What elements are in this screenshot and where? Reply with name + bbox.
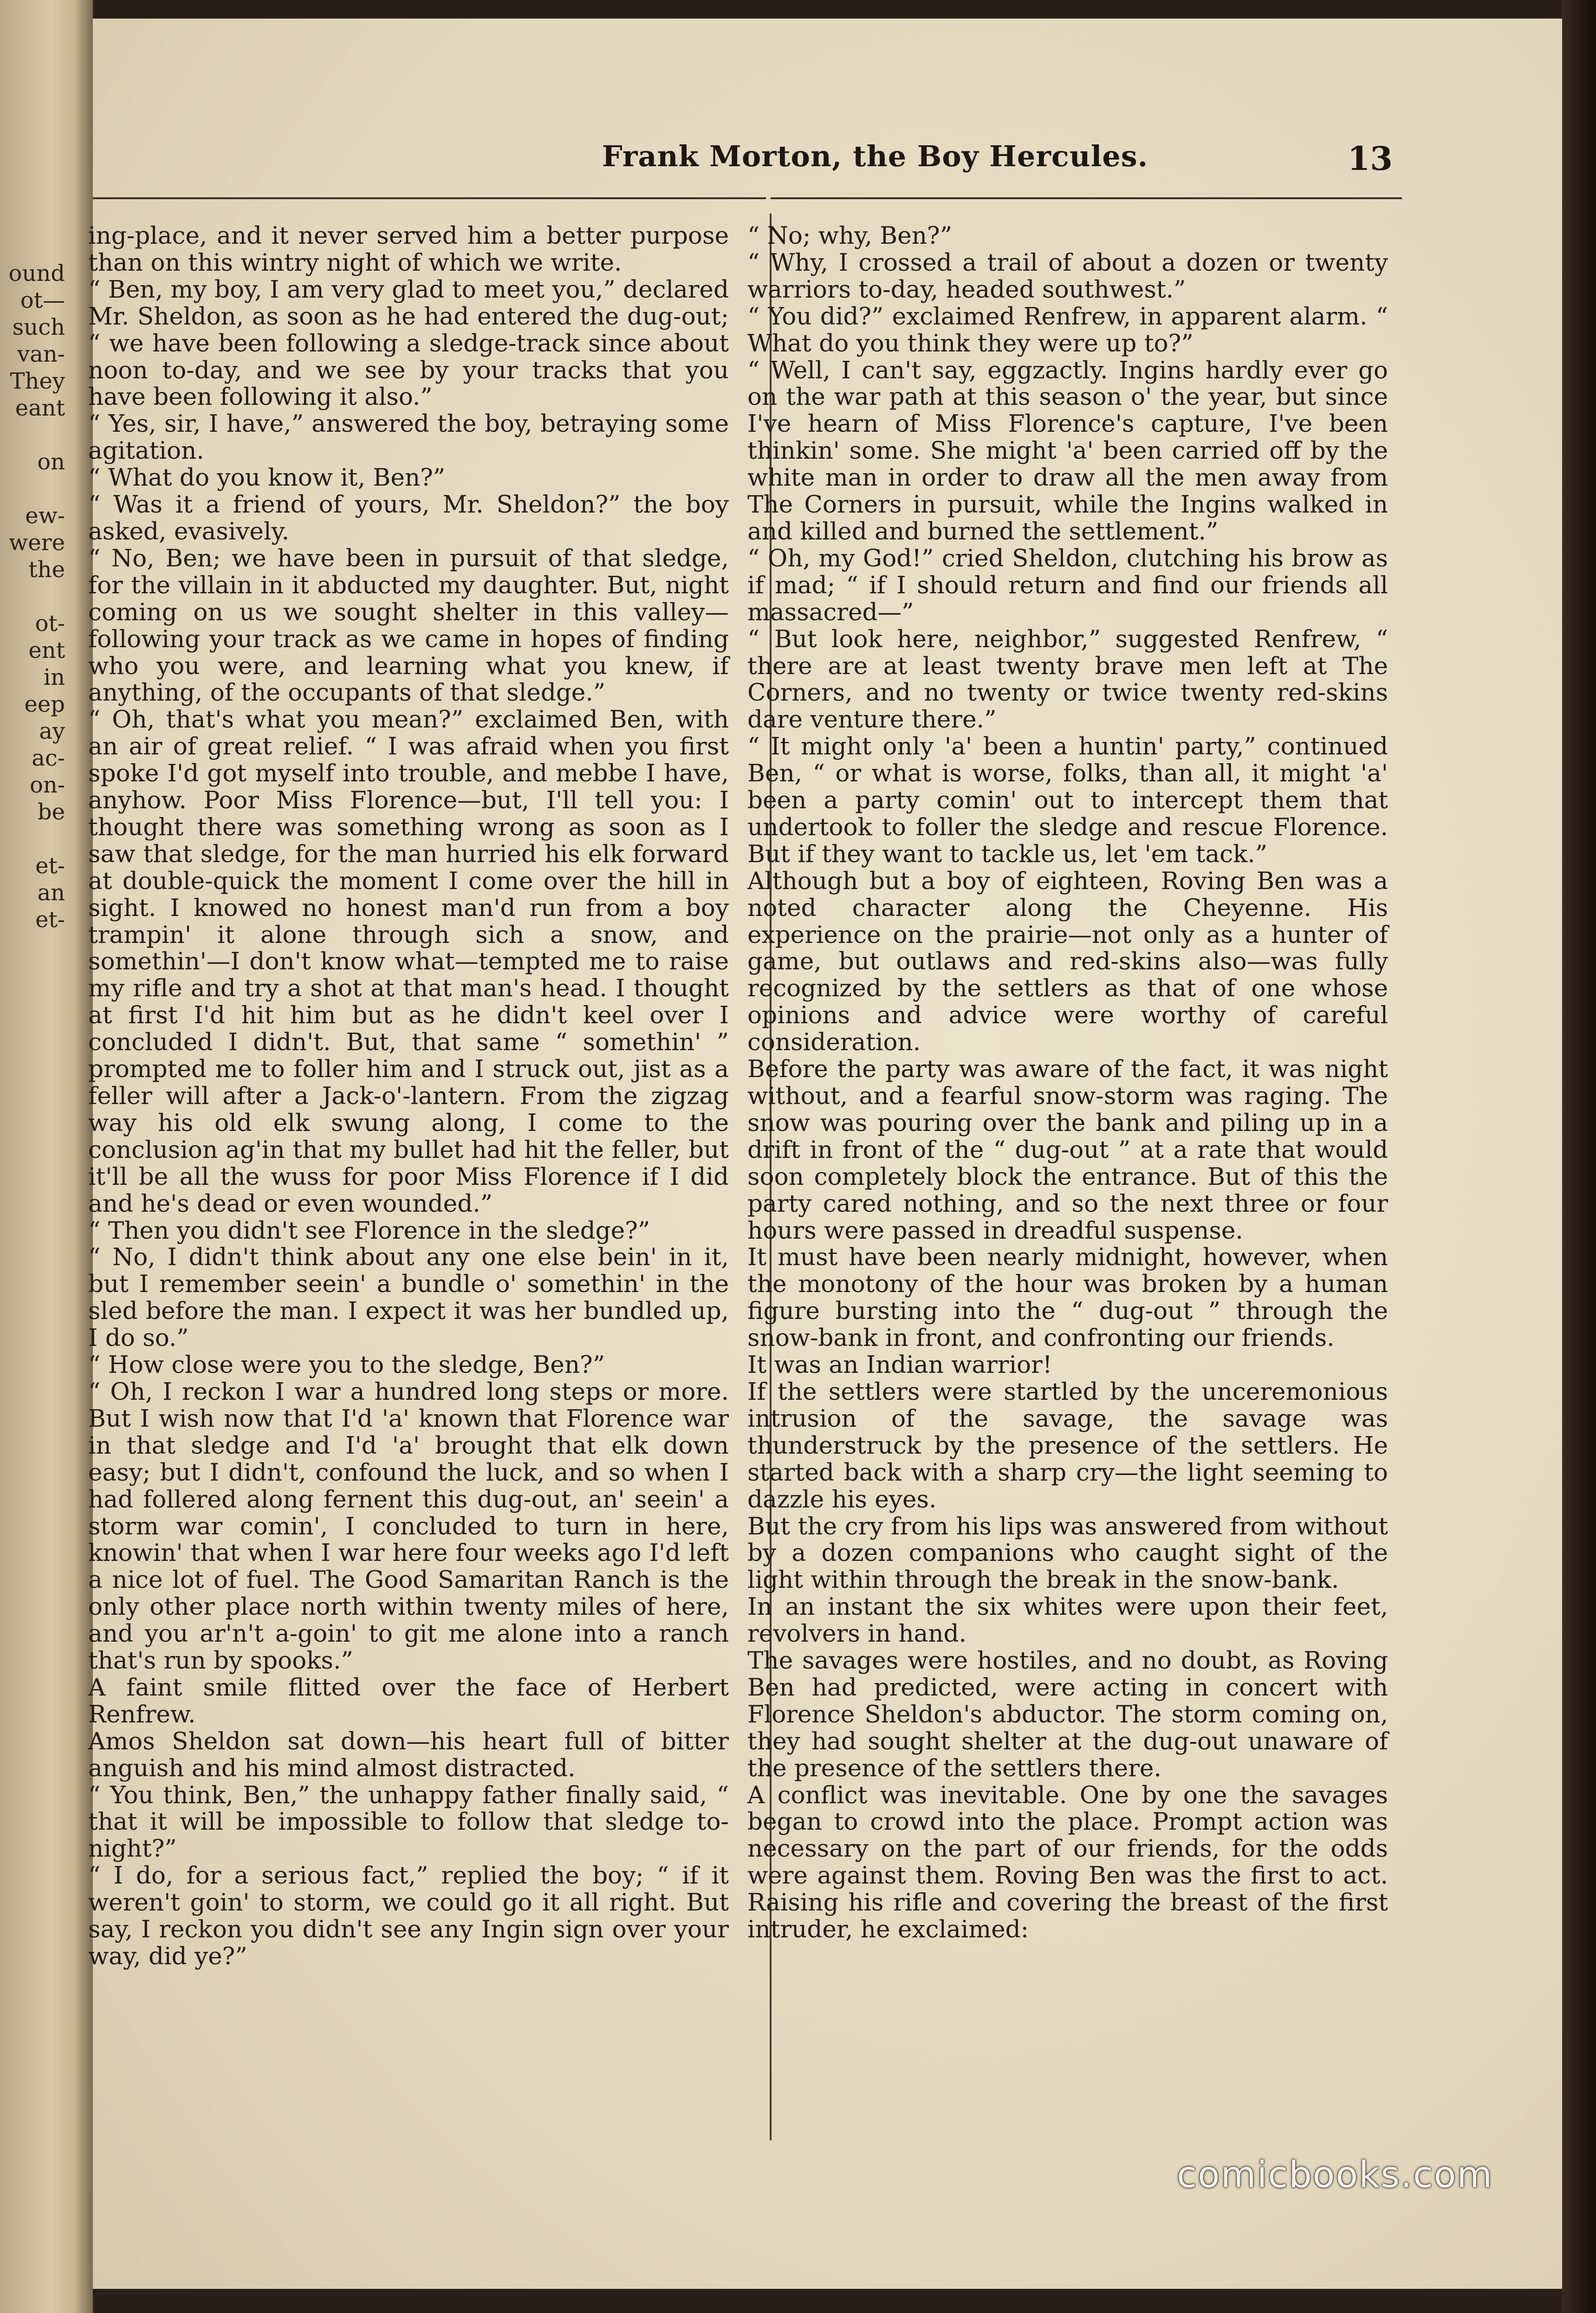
header-rule-left <box>93 197 766 199</box>
spine-fragment: eant <box>15 395 65 421</box>
paragraph: “ Why, I crossed a trail of about a dozen or twenty warriors to-day, headed southwest.” <box>747 248 1388 304</box>
paragraph: “ You did?” exclaimed Renfrew, in apparent alarm. “ What do you think they were up to?” <box>747 302 1388 357</box>
text-column-right <box>747 223 1388 1943</box>
spine-fragment: ew- <box>25 503 65 529</box>
paragraph: But the cry from his lips was answered from without by a dozen companions who caught sight of the light within through the break in the snow-bank. <box>747 1512 1388 1594</box>
spine-fragment: on- <box>29 772 65 798</box>
watermark: comicbooks.com <box>1177 2154 1493 2196</box>
spine-fragment: were <box>9 530 65 556</box>
spine-fragment: ay <box>39 718 65 744</box>
spine-fragment <box>0 475 65 502</box>
paragraph: It must have been nearly midnight, however, when the monotony of the hour was broken by a human figure bursting into the “ dug-out ” through the snow-bank in front, and confronting our friends. <box>747 1243 1388 1352</box>
spine-fragment: van- <box>17 341 65 367</box>
paragraph: “ You think, Ben,” the unhappy father finally said, “ that it will be impossible to follow that sledge to-night?” <box>88 1781 729 1863</box>
paragraph: “ Was it a friend of yours, Mr. Sheldon?” the boy asked, evasively. <box>88 491 729 546</box>
adjacent-page-fragments <box>0 260 65 933</box>
spine-fragment <box>0 825 65 852</box>
spine-fragment <box>0 422 65 448</box>
paragraph: Before the party was aware of the fact, it was night without, and a fearful snow-storm was raging. The snow was pouring over the bank and piling up in a drift in front of the “ dug-out ” at a rate that would soon completely block the entrance. But of this the party cared nothing, and so the next three or four hours were passed in dreadful suspense. <box>747 1055 1388 1245</box>
paragraph: “ Ben, my boy, I am very glad to meet you,” declared Mr. Sheldon, as soon as he had entered the dug-out; “ we have been following a sledge-track since about noon to-day, and we see by your tracks that you have been following it also.” <box>88 275 729 411</box>
spine-fragment <box>0 583 65 610</box>
paragraph: “ Then you didn't see Florence in the sledge?” <box>88 1216 650 1245</box>
spine-fragment: the <box>28 557 65 583</box>
paragraph: “ What do you know it, Ben?” <box>88 464 446 492</box>
header-rule-right <box>771 197 1402 199</box>
paragraph: “ How close were you to the sledge, Ben?” <box>88 1351 605 1379</box>
paragraph: “ Oh, I reckon I war a hundred long steps or more. But I wish now that I'd 'a' known that Florence war in that sledge and I'd 'a' brought that elk down easy; but I didn't, confound the luck, and so when I had follered along fernent this dug-out, an' seein' a storm war comin', I concluded to turn in here, knowin' that when I war here four weeks ago I'd left a nice lot of fuel. The Good Samaritan Ranch is the only other place north within twenty miles of here, and you ar'n't a-goin' to git me alone into a ranch that's run by spooks.” <box>88 1377 729 1675</box>
spine-fragment: eep <box>24 691 65 717</box>
spine-fragment: be <box>37 799 65 825</box>
spine-fragment: They <box>10 368 65 394</box>
spine-fragment: ac- <box>32 745 65 771</box>
paragraph: ing-place, and it never served him a better purpose than on this wintry night of which we write. <box>88 222 729 277</box>
spine-fragment: ot— <box>20 287 65 313</box>
paragraph: “ Oh, my God!” cried Sheldon, clutching his brow as if mad; “ if I should return and find our friends all massacred—” <box>747 544 1388 626</box>
running-header: Frank Morton, the Boy Hercules. <box>602 139 1148 173</box>
paragraph: “ Oh, that's what you mean?” exclaimed Ben, with an air of great relief. “ I was afraid when you first spoke I'd got myself into trouble, and mebbe I have, anyhow. Poor Miss Florence—but, I'll tell you: I thought there was something wrong as soon as I saw that sledge, for the man hurried his elk forward at double-quick the moment I come over the hill in sight. I knowed no honest man'd run from a boy trampin' it alone through sich a snow, and somethin'—I don't know what—tempted me to raise my rifle and try a shot at that man's head. I thought at first I'd hit him but as he didn't keel over I concluded I didn't. But, that same “ somethin' ” prompted me to foller him and I struck out, jist as a feller will after a Jack-o'-lantern. From the zigzag way his old elk swung along, I come to the conclusion ag'in that my bullet had hit the feller, but it'll be all the wuss for poor Miss Florence if I did and he's dead or even wounded.” <box>88 706 729 1218</box>
spine-fragment: ound <box>8 260 65 286</box>
paragraph: It was an Indian warrior! <box>747 1351 1052 1379</box>
spine-fragment: et- <box>35 853 65 879</box>
spine-fragment: ot- <box>35 611 65 637</box>
paragraph: A faint smile flitted over the face of Herbert Renfrew. <box>88 1673 729 1728</box>
text-column-left <box>88 223 729 1970</box>
paragraph: “ Yes, sir, I have,” answered the boy, betraying some agitation. <box>88 410 729 465</box>
paragraph: A conflict was inevitable. One by one the savages began to crowd into the place. Prompt action was necessary on the part of our friends, for the odds were against them. Roving Ben was the first to act. Raising his rifle and covering the breast of the first intruder, he exclaimed: <box>747 1781 1388 1944</box>
paragraph: “ No; why, Ben?” <box>747 222 952 250</box>
paragraph: In an instant the six whites were upon their feet, revolvers in hand. <box>747 1593 1388 1648</box>
paragraph: Amos Sheldon sat down—his heart full of bitter anguish and his mind almost distracted. <box>88 1727 729 1782</box>
spine-fragment: et- <box>35 907 65 933</box>
spine-fragment: such <box>12 314 65 340</box>
paragraph: “ Well, I can't say, eggzactly. Ingins hardly ever go on the war path at this season o' the year, but since I've hearn of Miss Florence's capture, I've been thinkin' some. She might 'a' been carried off by the white man in order to draw all the men away from The Corners in pursuit, while the Ingins walked in and killed and burned the settlement.” <box>747 356 1388 546</box>
page-edge <box>1562 0 1596 2313</box>
paragraph: If the settlers were startled by the unceremonious intrusion of the savage, the savage was thunderstruck by the presence of the settlers. He started back with a sharp cry—the light seeming to dazzle his eyes. <box>747 1377 1388 1514</box>
paragraph: “ No, Ben; we have been in pursuit of that sledge, for the villain in it abducted my daughter. But, night coming on us we sought shelter in this valley—following your track as we came in hopes of finding who you were, and learning what you knew, if anything, of the occupants of that sledge.” <box>88 544 729 707</box>
spine-fragment: in <box>43 664 65 690</box>
spine-fragment: ent <box>28 637 65 663</box>
book-spine <box>0 0 93 2313</box>
paragraph: The savages were hostiles, and no doubt, as Roving Ben had predicted, were acting in concert with Florence Sheldon's abductor. The storm coming on, they had sought shelter at the dug-out unaware of the presence of the settlers there. <box>747 1647 1388 1782</box>
page-number: 13 <box>1347 139 1393 178</box>
paragraph: Although but a boy of eighteen, Roving Ben was a noted character along the Cheyenne. His experience on the prairie—not only as a hunter of game, but outlaws and red-skins also—was fully recognized by the settlers as that of one whose opinions and advice were worthy of careful consideration. <box>747 867 1388 1057</box>
paragraph: “ I do, for a serious fact,” replied the boy; “ if it weren't goin' to storm, we could go it all right. But say, I reckon you didn't see any Ingin sign over your way, did ye?” <box>88 1862 729 1970</box>
spine-fragment: on <box>37 449 65 475</box>
paragraph: “ It might only 'a' been a huntin' party,” continued Ben, “ or what is worse, folks, than all, it might 'a' been a party comin' out to intercept them that undertook to foller the sledge and rescue Florence. But if they want to tackle us, let 'em tack.” <box>747 733 1388 868</box>
paragraph: “ But look here, neighbor,” suggested Renfrew, “ there are at least twenty brave men left at The Corners, and no twenty or twice twenty red-skins dare venture there.” <box>747 625 1388 734</box>
spine-fragment: an <box>37 880 65 906</box>
paragraph: “ No, I didn't think about any one else bein' in it, but I remember seein' a bundle o' somethin' in the sled before the man. I expect it was her bundled up, I do so.” <box>88 1243 729 1352</box>
